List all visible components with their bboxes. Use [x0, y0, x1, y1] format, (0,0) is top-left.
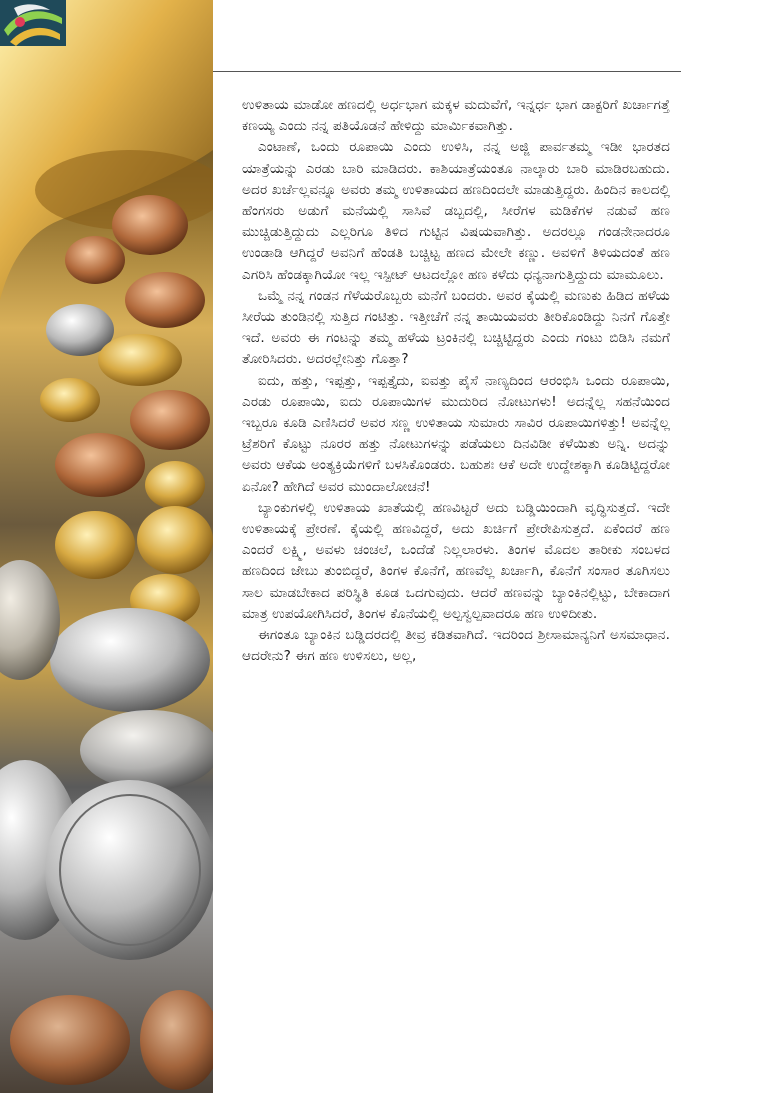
- coin: [98, 334, 182, 386]
- header-rule: [213, 71, 681, 72]
- paragraph: ಒಮ್ಮೆ ನನ್ನ ಗಂಡನ ಗೆಳೆಯರೊಬ್ಬರು ಮನೆಗೆ ಬಂದರು. ಅವರ ಕೈಯಲ್ಲಿ ಮಣುಕು ಹಿಡಿದ ಹಳೆಯ ಸೀರೆಯ ತುಂಡಿನಲ್ಲಿ ಸುತ್ತಿದ ಗಂಟಿತ್ತು. ಇತ್ತೀಚೆಗೆ ನನ್ನ ತಾಯಿಯವರು ತೀರಿಕೊಂಡಿದ್ದು ನಿನಗೆ ಗೊತ್ತೇ ಇದೆ. ಅವರು ಈ ಗಂಟನ್ನು ತಮ್ಮ ಹಳೆಯ ಟ್ರಂಕಿನಲ್ಲಿ ಬಚ್ಚಿಟ್ಟಿದ್ದರು ಎಂದು ಗಂಟು ಬಿಡಿಸಿ ನಮಗೆ ತೋರಿಸಿದರು. ಅದರಲ್ಲೇನಿತ್ತು ಗೊತ್ತಾ?: [242, 287, 670, 368]
- paragraph: ಈಗಂತೂ ಬ್ಯಾಂಕಿನ ಬಡ್ಡಿದರದಲ್ಲಿ ತೀವ್ರ ಕಡಿತವಾಗಿದೆ. ಇದರಿಂದ ಶ್ರೀಸಾಮಾನ್ಯನಿಗೆ ಅಸಮಾಧಾನ. ಆದರೇನು? ಈಗ ಹಣ ಉಳಿಸಲು, ಅಲ್ಲ,: [242, 627, 670, 665]
- coin: [50, 608, 210, 712]
- article-body: [242, 95, 670, 667]
- coin: [130, 390, 210, 450]
- coin: [45, 780, 213, 960]
- coin: [145, 461, 205, 509]
- coin: [80, 710, 213, 790]
- coin: [137, 506, 213, 574]
- coin: [140, 990, 213, 1090]
- paragraph: ಉಳಿತಾಯ ಮಾಡೋ ಹಣದಲ್ಲಿ ಅರ್ಧಭಾಗ ಮಕ್ಕಳ ಮದುವೆಗೆ, ಇನ್ನರ್ಧ ಭಾಗ ಡಾಕ್ಟರಿಗೆ ಖರ್ಚಾಗತ್ತೆ ಕಣಯ್ಯ ಎಂದು ನನ್ನ ಪತಿಯೊಡನೆ ಹೇಳಿದ್ದು ಮಾರ್ಮಿಕವಾಗಿತ್ತು.: [242, 97, 670, 135]
- coin: [10, 995, 130, 1085]
- magazine-logo-icon: [0, 0, 66, 46]
- paragraph: ಐದು, ಹತ್ತು, ಇಪ್ಪತ್ತು, ಇಪ್ಪತ್ತೈದು, ಐವತ್ತು ಪೈಸೆ ನಾಣ್ಯದಿಂದ ಆರಂಭಿಸಿ ಒಂದು ರೂಪಾಯಿ, ಎರಡು ರೂಪಾಯಿ, ಐದು ರೂಪಾಯಿಗಳ ಮುದುರಿದ ನೋಟುಗಳು! ಅದನ್ನೆಲ್ಲ ಸಹನೆಯಿಂದ ಇಬ್ಬರೂ ಕೂಡಿ ಎಣಿಸಿದರೆ ಅವರ ಸಣ್ಣ ಉಳಿತಾಯ ಸುಮಾರು ಸಾವಿರ ರೂಪಾಯಿಗಳಿತ್ತು! ಅವನ್ನೆಲ್ಲ ಟ್ರೆಶರಿಗೆ ಕೊಟ್ಟು ನೂರರ ಹತ್ತು ನೋಟುಗಳನ್ನು ಪಡೆಯಲು ದಿನವಿಡೀ ಕಳೆಯಿತು ಅನ್ನಿ. ಅದನ್ನು ಅವರು ಆಕೆಯ ಅಂತ್ಯಕ್ರಿಯೆಗಳಿಗೆ ಬಳಸಿಕೊಂಡರು. ಬಹುಶಃ ಆಕೆ ಅದೇ ಉದ್ದೇಶಕ್ಕಾಗಿ ಕೂಡಿಟ್ಟಿದ್ದರೋ ಏನೋ? ಹೇಗಿದೆ ಅವರ ಮುಂದಾಲೋಚನೆ!: [242, 372, 670, 495]
- coin: [125, 272, 205, 328]
- coin: [55, 511, 135, 579]
- coin: [112, 195, 188, 255]
- coins-sidebar-image: [0, 0, 213, 1093]
- paragraph: ಬ್ಯಾಂಕುಗಳಲ್ಲಿ ಉಳಿತಾಯ ಖಾತೆಯಲ್ಲಿ ಹಣವಿಟ್ಟರೆ ಅದು ಬಡ್ಡಿಯಿಂದಾಗಿ ವೃದ್ಧಿಸುತ್ತದೆ. ಇದೇ ಉಳಿತಾಯಕ್ಕೆ ಪ್ರೇರಣೆ. ಕೈಯಲ್ಲಿ ಹಣವಿದ್ದರೆ, ಅದು ಖರ್ಚಿಗೆ ಪ್ರೇರೇಪಿಸುತ್ತದೆ. ಏಕೆಂದರೆ ಹಣ ಎಂದರೆ ಲಕ್ಷ್ಮಿ, ಅವಳು ಚಂಚಲೆ, ಒಂದೆಡೆ ನಿಲ್ಲಲಾರಳು. ತಿಂಗಳ ಮೊದಲ ತಾರೀಕು ಸಂಬಳದ ಹಣದಿಂದ ಜೇಬು ತುಂಬಿದ್ದರೆ, ತಿಂಗಳ ಕೊನೆಗೆ, ಹಣವೆಲ್ಲ ಖರ್ಚಾಗಿ, ಕೊನೆಗೆ ಸಂಸಾರ ತೂಗಿಸಲು ಸಾಲ ಮಾಡಬೇಕಾದ ಪರಿಸ್ಥಿತಿ ಕೂಡ ಒದಗುವುದು. ಆದರೆ ಹಣವನ್ನು ಬ್ಯಾಂಕಿನಲ್ಲಿಟ್ಟು, ಬೇಕಾದಾಗ ಮಾತ್ರ ಉಪಯೋಗಿಸಿದರೆ, ತಿಂಗಳ ಕೊನೆಯಲ್ಲಿ ಅಲ್ಪಸ್ವಲ್ಪವಾದರೂ ಹಣ ಉಳಿದೀತು.: [242, 499, 670, 622]
- coin: [55, 433, 145, 497]
- paragraph: ಎಂಟಾಣೆ, ಒಂದು ರೂಪಾಯಿ ಎಂದು ಉಳಿಸಿ, ನನ್ನ ಅಜ್ಜಿ ಪಾರ್ವತಮ್ಮ ಇಡೀ ಭಾರತದ ಯಾತ್ರೆಯನ್ನು ಎರಡು ಬಾರಿ ಮಾಡಿದರು. ಕಾಶಿಯಾತ್ರೆಯಂತೂ ನಾಲ್ಕಾರು ಬಾರಿ ಮಾಡಿರಬಹುದು. ಅದರ ಖರ್ಚೆಲ್ಲವನ್ನೂ ಅವರು ತಮ್ಮ ಉಳಿತಾಯದ ಹಣದಿಂದಲೇ ಮಾಡುತ್ತಿದ್ದರು. ಹಿಂದಿನ ಕಾಲದಲ್ಲಿ ಹೆಂಗಸರು ಅಡುಗೆ ಮನೆಯಲ್ಲಿ ಸಾಸಿವೆ ಡಬ್ಬದಲ್ಲಿ, ಸೀರೆಗಳ ಮಡಿಕೆಗಳ ನಡುವೆ ಹಣ ಮುಚ್ಚಿಡುತ್ತಿದ್ದುದು ಎಲ್ಲರಿಗೂ ತಿಳಿದ ಗುಟ್ಟಿನ ವಿಷಯವಾಗಿತ್ತು. ಅದರಲ್ಲೂ ಗಂಡನೇನಾದರೂ ಉಂಡಾಡಿ ಆಗಿದ್ದರೆ ಅವನಿಗೆ ಹೆಂಡತಿ ಬಚ್ಚಿಟ್ಟ ಹಣದ ಮೇಲೇ ಕಣ್ಣು. ಅವಳಿಗೆ ತಿಳಿಯದಂತೆ ಹಣ ಎಗರಿಸಿ ಹೆಂಡಕ್ಕಾಗಿಯೋ ಇಲ್ಲ ಇಸ್ಪೀಟ್ ಆಟದಲ್ಲೋ ಹಣ ಕಳೆದು ಧನ್ಯನಾಗುತ್ತಿದ್ದುದು ಮಾಮೂಲು.: [242, 139, 670, 283]
- coin: [65, 236, 125, 284]
- coins-illustration: [0, 0, 213, 1093]
- coin: [40, 378, 100, 422]
